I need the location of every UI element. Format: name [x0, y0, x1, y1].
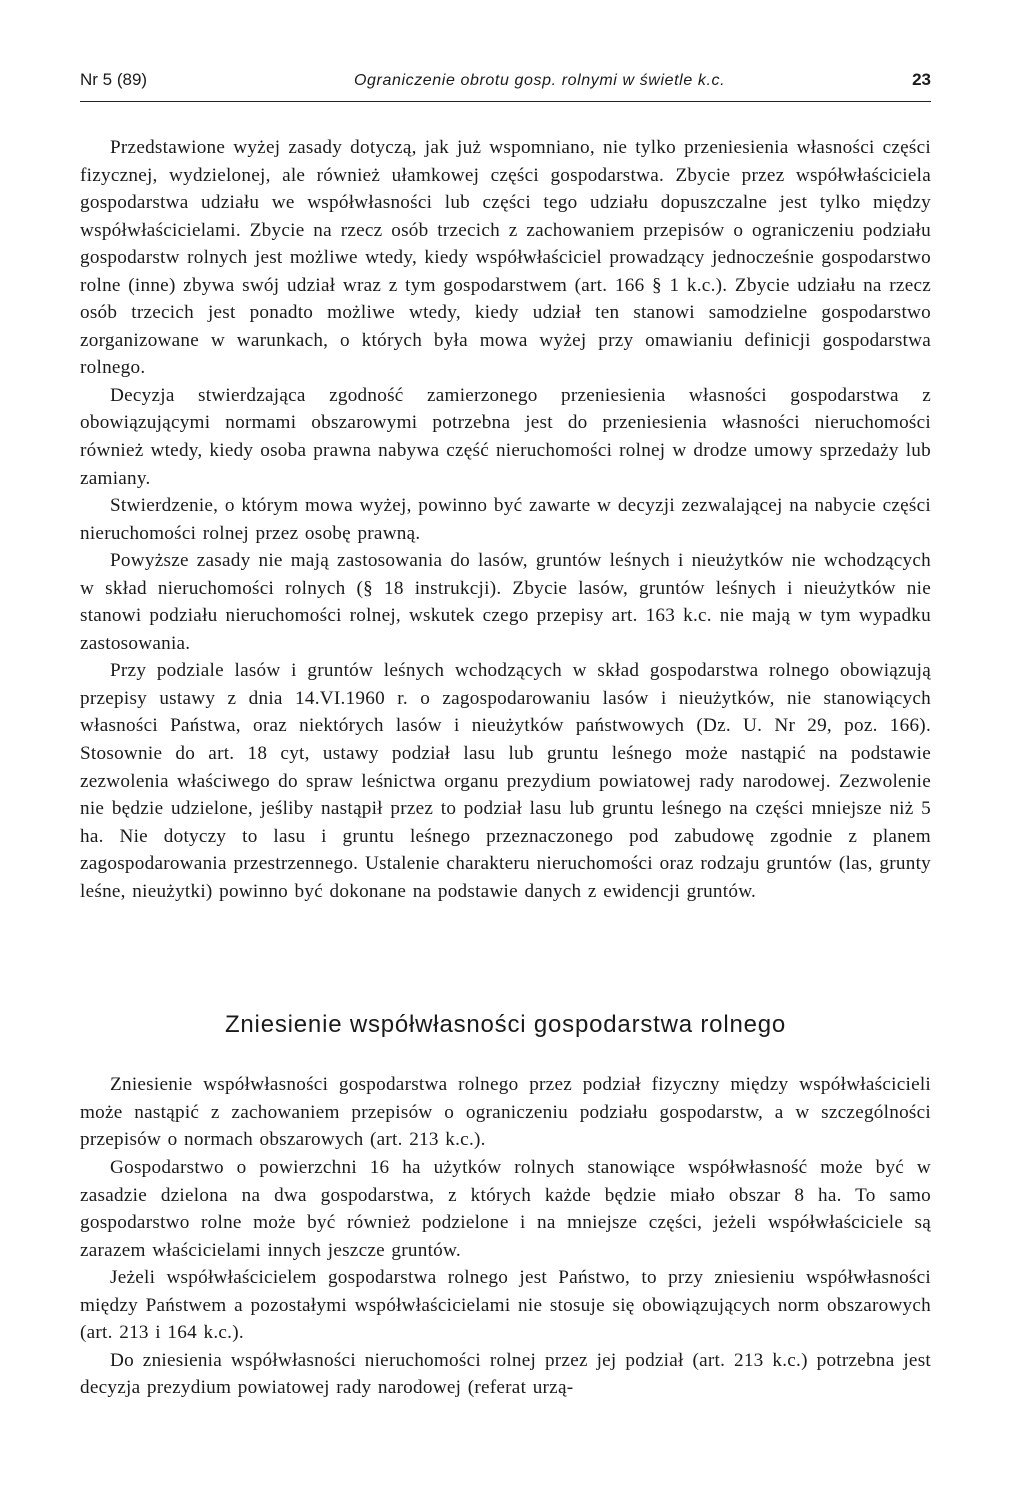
- paragraph: Gospodarstwo o powierzchni 16 ha użytków rolnych stanowiące współwłasność może być w zasadzie dzielona na dwa gospodarstwa, z których każde będzie miało obszar 8 ha. To samo gospodarstwo rolne może być również podzielone i na mniejsze części, jeżeli współwłaściciele są zarazem właścicielami innych jeszcze gruntów.: [80, 1156, 931, 1261]
- paragraph: Stwierdzenie, o którym mowa wyżej, powinno być zawarte w decyzji zezwalającej na nabycie części nieruchomości rolnej przez osobę prawną.: [80, 495, 931, 544]
- paragraph: Zniesienie współwłasności gospodarstwa rolnego przez podział fizyczny między współwłaścicieli może nastąpić z zachowaniem przepisów o ograniczeniu podziału gospodarstw, a w szczególności przepisów o normach obszarowych (art. 213 k.c.).: [80, 1074, 931, 1151]
- running-title: Ograniczenie obrotu gosp. rolnymi w świetle k.c.: [353, 72, 726, 89]
- issue-number: Nr 5 (89): [80, 70, 148, 89]
- document-page: [80, 70, 931, 1402]
- article-body: [80, 134, 931, 1402]
- paragraph: Przedstawione wyżej zasady dotyczą, jak już wspomniano, nie tylko przeniesienia własności części fizycznej, wydzielonej, ale również ułamkowej części gospodarstwa. Zbycie przez współwłaściciela gospodarstwa udziału we współwłasności lub części tego udziału dopuszczalne jest tylko między współwłaścicielami. Zbycie na rzecz osób trzecich z zachowaniem przepisów o ograniczeniu podziału gospodarstw rolnych jest możliwe wtedy, kiedy współwłaściciel prowadzący jednocześnie gospodarstwo rolne (inne) zbywa swój udział wraz z tym gospodarstwem (art. 166 § 1 k.c.). Zbycie udziału na rzecz osób trzecich jest ponadto możliwe wtedy, kiedy udział ten stanowi samodzielne gospodarstwo zorganizowane w warunkach, o których była mowa wyżej przy omawianiu definicji gospodarstwa rolnego.: [80, 137, 931, 379]
- section-heading: Zniesienie współwłasności gospodarstwa rolnego: [224, 1011, 787, 1039]
- paragraph: Do zniesienia współwłasności nieruchomości rolnej przez jej podział (art. 213 k.c.) potrzebna jest decyzja prezydium powiatowej rady narodowej (referat urzą-: [80, 1349, 931, 1399]
- paragraph: Powyższe zasady nie mają zastosowania do lasów, gruntów leśnych i nieużytków nie wchodzących w skład nieruchomości rolnych (§ 18 instrukcji). Zbycie lasów, gruntów leśnych i nieużytków nie stanowi podziału nieruchomości rolnej, wskutek czego przepisy art. 163 k.c. nie mają w tym wypadku zastosowania.: [80, 550, 931, 654]
- page-number: 23: [912, 70, 931, 89]
- running-header: [80, 70, 931, 102]
- paragraph: Decyzja stwierdzająca zgodność zamierzonego przeniesienia własności gospodarstwa z obowiązującymi normami obszarowymi potrzebna jest do przeniesienia własności nieruchomości również wtedy, kiedy osoba prawna nabywa część nieruchomości rolnej w drodze umowy sprzedaży lub zamiany.: [80, 384, 931, 489]
- paragraph: Przy podziale lasów i gruntów leśnych wchodzących w skład gospodarstwa rolnego obowiązują przepisy ustawy z dnia 14.VI.1960 r. o zagospodarowaniu lasów i nieużytków, nie stanowiących własności Państwa, oraz niektórych lasów i nieużytków państwowych (Dz. U. Nr 29, poz. 166). Stosownie do art. 18 cyt, ustawy podział lasu lub gruntu leśnego może nastąpić na podstawie zezwolenia właściwego do spraw leśnictwa organu prezydium powiatowej rady narodowej. Zezwolenie nie będzie udzielone, jeśliby nastąpił przez to podział lasu lub gruntu leśnego na części mniejsze niż 5 ha. Nie dotyczy to lasu i gruntu leśnego przeznaczonego pod zabudowę zgodnie z planem zagospodarowania przestrzennego. Ustalenie charakteru nieruchomości oraz rodzaju gruntów (las, grunty leśne, nieużytki) powinno być dokonane na podstawie danych z ewidencji gruntów.: [80, 660, 931, 902]
- paragraph: Jeżeli współwłaścicielem gospodarstwa rolnego jest Państwo, to przy zniesieniu współwłasności między Państwem a pozostałymi współwłaścicielami nie stosuje się obowiązujących norm obszarowych (art. 213 i 164 k.c.).: [80, 1267, 931, 1344]
